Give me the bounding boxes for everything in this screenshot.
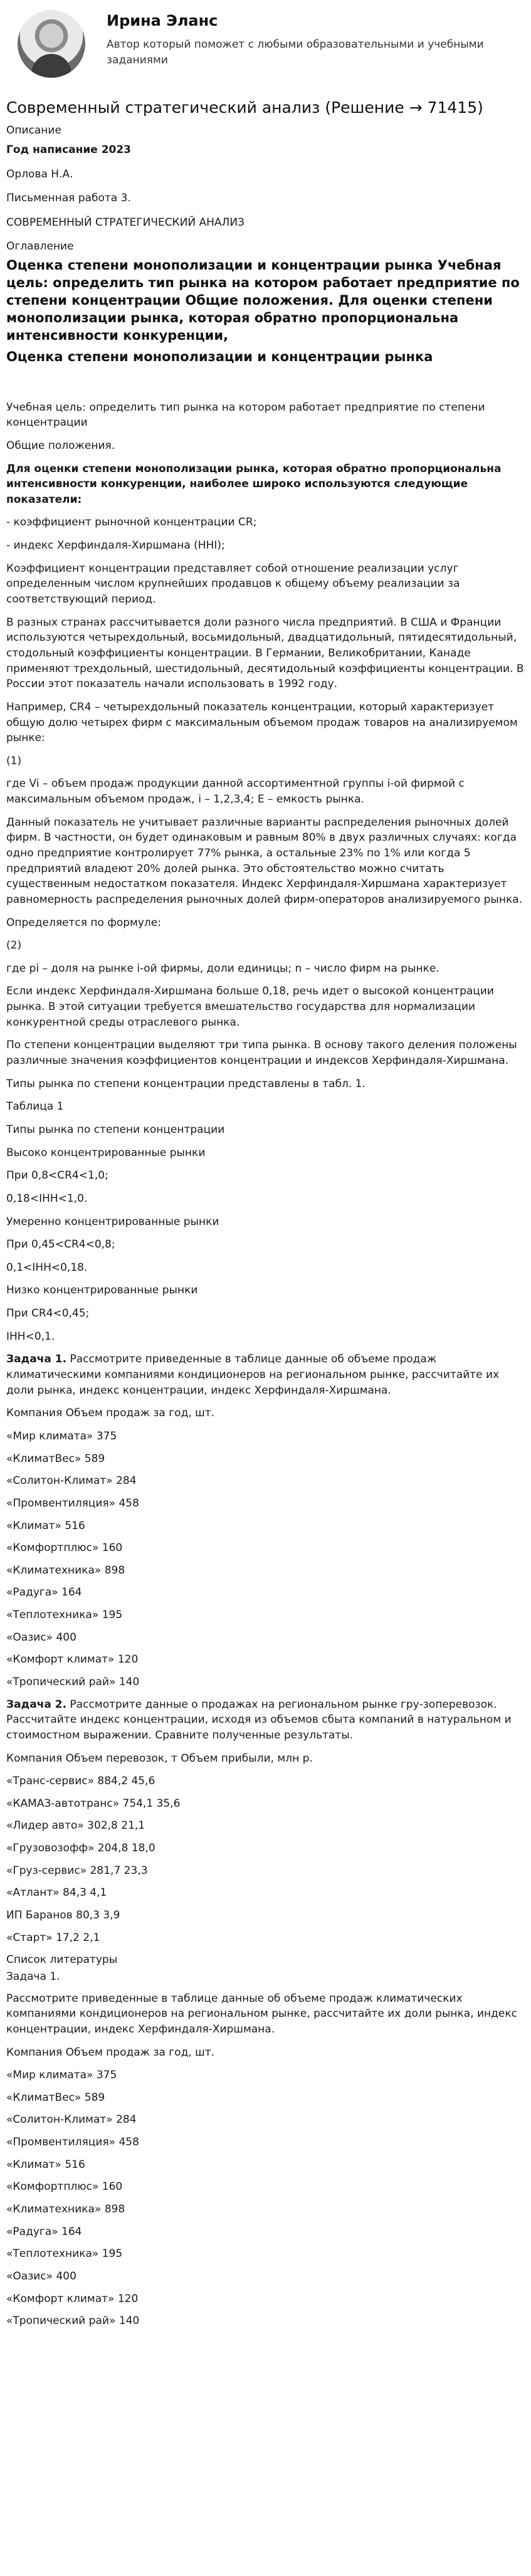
author-card: [6, 9, 525, 83]
table-low-cr: При CR4<0,45;: [6, 1307, 90, 1320]
task1-row: «Комфортплюс» 160: [6, 1542, 123, 1555]
indicator-cr: - коэффициент рыночной концентрации CR;: [6, 516, 257, 529]
references-list: [6, 2068, 525, 2329]
table-mid-cr: При 0,45<CR4<0,8;: [6, 1238, 115, 1251]
author-name[interactable]: Ирина Эланс: [107, 12, 218, 29]
table-low-hhi: IHH<0,1.: [6, 1330, 55, 1343]
table-mid-title: Умеренно концентрированные рынки: [6, 1215, 219, 1228]
avatar[interactable]: [18, 10, 85, 78]
references-row: «Климат» 516: [6, 2158, 85, 2171]
subject-line: СОВРЕМЕННЫЙ СТРАТЕГИЧЕСКИЙ АНАЛИЗ: [6, 216, 244, 229]
references-row: «Тропический рай» 140: [6, 2315, 140, 2328]
task1-row: «КлиматВес» 589: [6, 1452, 105, 1465]
references-row: «Теплотехника» 195: [6, 2247, 123, 2261]
author-description: Автор который поможет с любыми образовательными и учебными заданиями: [107, 38, 484, 67]
paragraph-countries: В разных странах рассчитывается доли разного числа предприятий. В США и Франции используются четырехдольный, восьмидольный, двадцатидольный, пятидесятидольный, стодольный коэффициенты концентрации. В Германии, Великобритании, Канаде применяют трехдольный, шестидольный, десятидольный коэффициенты концентрации. В России этот показатель начали использовать в 1992 году.: [6, 616, 524, 691]
year-label: Год написание 2023: [6, 143, 132, 156]
work-line: Письменная работа 3.: [6, 192, 131, 205]
paragraph-market-types: По степени концентрации выделяют три типа рынка. В основу такого деления положены различные значения коэффициентов концентрации и индексов Херфиндаля-Хиршмана.: [6, 1039, 517, 1068]
references-row: «Климатехника» 898: [6, 2203, 125, 2216]
task1-list: [6, 1429, 525, 1690]
references-row: «Промвентиляция» 458: [6, 2136, 139, 2149]
task2-description: Рассмотрите данные о продажах на региональном рынке гру-зоперевозок. Рассчитайте индекс концентрации, исходя из объемов сбыта компаний в натуральном и стоимостном выражении. Сравните полученные результаты.: [6, 1698, 512, 1742]
paragraph-table-ref: Типы рынка по степени концентрации представлены в табл. 1.: [6, 1077, 365, 1090]
task2-title: Задача 2.: [6, 1698, 67, 1711]
paragraph-shares: Данный показатель не учитывает различные варианты распределения рыночных долей фирм. В частности, он будет одинаковым и равным 80% в двух различных случаях: когда одно предприятие контролирует 77% рынка, а остальные 23% по 1% или когда 5 предприятий владеют 20% долей рынка. Это обстоятельство можно считать существенным недостатком показателя. Индекс Херфиндаля-Хиршмана характеризует равномерность распределения рыночных долей фирм-операторов анализируемого рынка.: [6, 816, 523, 906]
task2-row: «Лидер авто» 302,8 21,1: [6, 1819, 145, 1832]
table-high-title: Высоко концентрированные рынки: [6, 1146, 206, 1159]
task2-row: «Атлант» 84,3 4,1: [6, 1886, 107, 1900]
paragraph-hhi-threshold: Если индекс Херфиндаля-Хиршмана больше 0,18, речь идет о высокой концентрации рынка. В этой ситуации требуется вмешательство государства для нормализации конкурентной среды отраслевого рынка.: [6, 985, 494, 1029]
task1-header: Компания Объем продаж за год, шт.: [6, 1407, 214, 1420]
table-low-title: Низко концентрированные рынки: [6, 1284, 198, 1297]
task2-row: «КАМАЗ-автотранс» 754,1 35,6: [6, 1797, 181, 1810]
task1-row: «Мир климата» 375: [6, 1429, 117, 1443]
references-row: «Солитон-Климат» 284: [6, 2113, 137, 2127]
references-text: Рассмотрите приведенные в таблице данные об объеме продаж климатических компаниями кондиционеров на региональном рынке, рассчитайте их доли рынка, индекс концентрации, индекс Херфиндаля-Хиршмана.: [6, 1992, 518, 2036]
references-row: «Комфорт климат» 120: [6, 2292, 139, 2305]
task1-row: «Тропический рай» 140: [6, 1675, 140, 1688]
document-title: Современный стратегический анализ (Решение → 71415): [6, 98, 483, 117]
task2-row: «Транс-сервис» 884,2 45,6: [6, 1775, 155, 1788]
task1-row: «Комфорт климат» 120: [6, 1653, 139, 1666]
references-row: «Мир климата» 375: [6, 2069, 117, 2082]
references-task-label: Задача 1.: [6, 1970, 60, 1983]
author-line: Орлова Н.А.: [6, 167, 73, 181]
table-high-cr: При 0,8<CR4<1,0;: [6, 1169, 108, 1182]
goal-text: Учебная цель: определить тип рынка на котором работает предприятие по степени концентрации: [6, 401, 485, 429]
paragraph-vi: где Vi – объем продаж продукции данной ассортиментной группы i-ой фирмой с максимальным объемом продаж, i – 1,2,3,4; E – емкость рынка.: [6, 777, 465, 806]
task1-title: Задача 1.: [6, 1353, 67, 1366]
table-title: Типы рынка по степени концентрации: [6, 1123, 225, 1136]
toc-heading[interactable]: Оценка степени монополизации и концентрации рынка Учебная цель: определить тип рынка на котором работает предприятие по степени концентрации Общие положения. Для оценки степени монополизации рынка, которая обратно пропорциональна интенсивности конкуренции,: [6, 258, 520, 343]
task1-row: «Промвентиляция» 458: [6, 1496, 139, 1510]
references-row: «Комфортплюс» 160: [6, 2180, 123, 2194]
task2-row: «Старт» 17,2 2,1: [6, 1931, 100, 1944]
table-high-hhi: 0,18<IHH<1,0.: [6, 1192, 88, 1205]
task1-row: «Солитон-Климат» 284: [6, 1475, 137, 1488]
table-mid-hhi: 0,1<IHH<0,18.: [6, 1261, 88, 1274]
task1-row: «Климат» 516: [6, 1519, 85, 1532]
task2-row: ИП Баранов 80,3 3,9: [6, 1909, 120, 1922]
references-row: «Радуга» 164: [6, 2225, 82, 2238]
description-label: Описание: [6, 124, 61, 137]
general-label: Общие положения.: [6, 439, 115, 452]
paragraph-concentration: Коэффициент концентрации представляет собой отношение реализации услуг определенным числом крупнейших продавцов к общему объему реализации за соответствующий период.: [6, 562, 460, 606]
references-row: «КлиматВес» 589: [6, 2091, 105, 2104]
formula-2: (2): [6, 939, 22, 952]
task1-row: «Климатехника» 898: [6, 1564, 125, 1577]
paragraph-pi: где pi – доля на рынке i-ой фирмы, доли единицы; n – число фирм на рынке.: [6, 962, 439, 975]
task2-text: [6, 1697, 525, 1743]
task1-description: Рассмотрите приведенные в таблице данные об объеме продаж климатическими компаниями кондиционеров на региональном рынке, рассчитайте их доли рынка, индекс концентрации, индекс Херфиндаля-Хиршмана.: [6, 1353, 500, 1397]
formula-1: (1): [6, 754, 22, 767]
task2-list: [6, 1774, 525, 1945]
table-label: Таблица 1: [6, 1100, 64, 1113]
task2-row: «Груз-сервис» 281,7 23,3: [6, 1864, 148, 1877]
task1-text: [6, 1352, 525, 1398]
task1-row: «Теплотехника» 195: [6, 1609, 123, 1622]
task1-row: «Оазис» 400: [6, 1631, 76, 1644]
task2-row: «Грузовозофф» 204,8 18,0: [6, 1842, 155, 1855]
toc-label: Оглавление: [6, 240, 74, 253]
references-header: Компания Объем продаж за год, шт.: [6, 2046, 214, 2059]
author-info: [107, 9, 495, 69]
paragraph-formula-intro: Определяется по формуле:: [6, 916, 161, 929]
references-label: Список литературы: [6, 1953, 118, 1967]
paragraph-cr4: Например, CR4 – четырехдольный показатель концентрации, который характеризует общую долю четырех фирм с максимальным объемом продаж товаров на анализируемом рынке:: [6, 700, 518, 745]
references-row: «Оазис» 400: [6, 2269, 76, 2283]
indicators-intro: Для оценки степени монополизации рынка, которая обратно пропорциональна интенсивности конкуренции, наиболее широко используются следующие показатели:: [6, 462, 502, 506]
task1-row: «Радуга» 164: [6, 1586, 82, 1599]
indicator-hhi: - индекс Херфиндаля-Хиршмана (HHI);: [6, 539, 225, 552]
section-heading[interactable]: Оценка степени монополизации и концентрации рынка: [6, 349, 433, 364]
task2-header: Компания Объем перевозок, т Объем прибыли, млн р.: [6, 1752, 313, 1765]
